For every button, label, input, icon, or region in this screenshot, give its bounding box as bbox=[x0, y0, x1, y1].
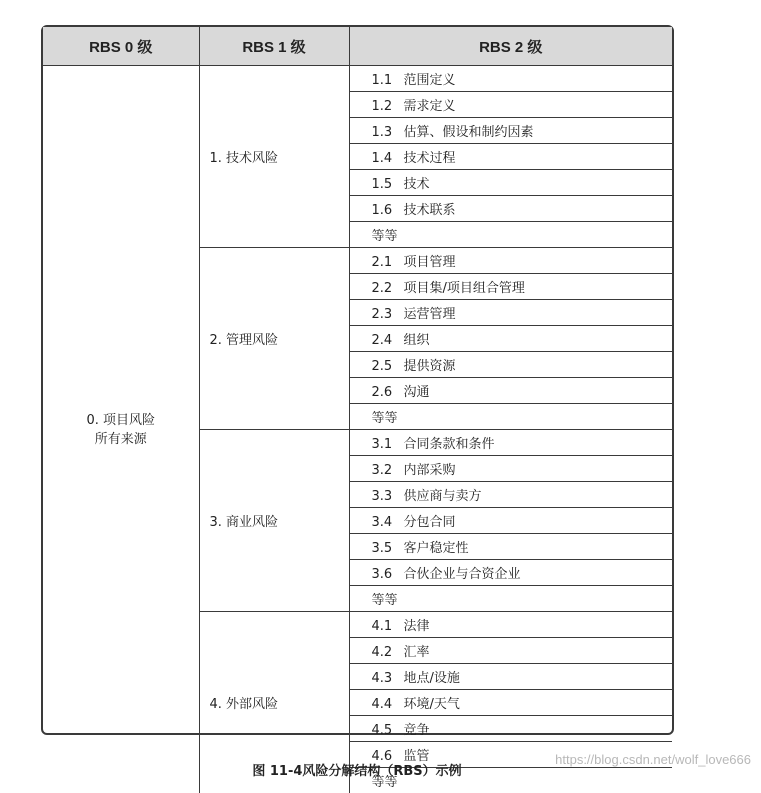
table-row bbox=[43, 66, 672, 92]
rbs2-item-text: 需求定义 bbox=[404, 99, 456, 114]
rbs2-cell bbox=[349, 638, 672, 664]
rbs2-cell bbox=[349, 326, 672, 352]
rbs2-item-text: 监管 bbox=[404, 749, 430, 764]
rbs2-cell bbox=[349, 248, 672, 274]
rbs2-item-text: 等等 bbox=[372, 593, 398, 608]
rbs1-cell: 3. 商业风险 bbox=[199, 430, 349, 612]
rbs2-item-number: 4.3 bbox=[372, 671, 404, 686]
rbs2-cell bbox=[349, 508, 672, 534]
rbs2-item-text: 分包合同 bbox=[404, 515, 456, 530]
rbs2-item-number: 3.3 bbox=[372, 489, 404, 504]
rbs2-item-text: 技术联系 bbox=[404, 203, 456, 218]
rbs2-cell bbox=[349, 404, 672, 430]
rbs2-cell bbox=[349, 144, 672, 170]
rbs2-item-number: 3.5 bbox=[372, 541, 404, 556]
header-rbs0: RBS 0 级 bbox=[43, 27, 199, 66]
rbs2-cell bbox=[349, 222, 672, 248]
rbs2-item-text: 等等 bbox=[372, 411, 398, 426]
rbs2-cell bbox=[349, 378, 672, 404]
rbs2-cell bbox=[349, 664, 672, 690]
rbs2-item-text: 合伙企业与合资企业 bbox=[404, 567, 521, 582]
rbs-table bbox=[43, 27, 672, 793]
rbs2-cell bbox=[349, 482, 672, 508]
rbs2-cell bbox=[349, 430, 672, 456]
rbs2-item-number: 1.1 bbox=[372, 73, 404, 88]
rbs1-cell: 1. 技术风险 bbox=[199, 66, 349, 248]
rbs2-cell bbox=[349, 456, 672, 482]
rbs2-item-number: 2.5 bbox=[372, 359, 404, 374]
rbs2-item-text: 等等 bbox=[372, 229, 398, 244]
rbs2-cell bbox=[349, 66, 672, 92]
rbs2-item-text: 竞争 bbox=[404, 723, 430, 738]
rbs2-cell bbox=[349, 170, 672, 196]
rbs2-cell bbox=[349, 534, 672, 560]
rbs2-item-number: 4.2 bbox=[372, 645, 404, 660]
figure-caption: 图 11-4风险分解结构（RBS）示例 bbox=[0, 760, 714, 779]
rbs2-cell bbox=[349, 716, 672, 742]
header-rbs2: RBS 2 级 bbox=[349, 27, 672, 66]
header-rbs1: RBS 1 级 bbox=[199, 27, 349, 66]
rbs2-cell bbox=[349, 612, 672, 638]
rbs2-item-text: 地点/设施 bbox=[404, 671, 460, 686]
rbs2-item-number: 1.2 bbox=[372, 99, 404, 114]
rbs2-item-number: 3.2 bbox=[372, 463, 404, 478]
rbs2-item-text: 项目集/项目组合管理 bbox=[404, 281, 525, 296]
table-body bbox=[43, 66, 672, 793]
rbs2-item-number: 1.5 bbox=[372, 177, 404, 192]
rbs2-item-text: 沟通 bbox=[404, 385, 430, 400]
watermark: https://blog.csdn.net/wolf_love666 bbox=[555, 752, 751, 767]
rbs2-item-number: 2.3 bbox=[372, 307, 404, 322]
rbs2-item-number: 1.3 bbox=[372, 125, 404, 140]
rbs2-item-number: 2.4 bbox=[372, 333, 404, 348]
rbs2-item-text: 等等 bbox=[372, 775, 398, 790]
rbs2-item-text: 范围定义 bbox=[404, 73, 456, 88]
rbs2-cell bbox=[349, 690, 672, 716]
rbs2-item-text: 技术 bbox=[404, 177, 430, 192]
rbs2-cell bbox=[349, 118, 672, 144]
rbs2-item-text: 项目管理 bbox=[404, 255, 456, 270]
rbs2-item-number: 4.1 bbox=[372, 619, 404, 634]
rbs2-item-number: 2.2 bbox=[372, 281, 404, 296]
rbs2-cell bbox=[349, 300, 672, 326]
rbs2-item-text: 供应商与卖方 bbox=[404, 489, 482, 504]
rbs2-item-number: 4.4 bbox=[372, 697, 404, 712]
rbs2-item-text: 估算、假设和制约因素 bbox=[404, 125, 534, 140]
rbs-table-container bbox=[41, 25, 674, 735]
rbs2-item-text: 组织 bbox=[404, 333, 430, 348]
rbs2-item-number: 4.6 bbox=[372, 749, 404, 764]
rbs2-item-text: 环境/天气 bbox=[404, 697, 460, 712]
rbs2-cell bbox=[349, 352, 672, 378]
rbs2-cell bbox=[349, 274, 672, 300]
rbs0-label-line1: 0. 项目风险 bbox=[86, 411, 155, 430]
rbs2-item-text: 法律 bbox=[404, 619, 430, 634]
rbs2-item-text: 汇率 bbox=[404, 645, 430, 660]
rbs2-item-text: 运营管理 bbox=[404, 307, 456, 322]
rbs2-item-text: 合同条款和条件 bbox=[404, 437, 495, 452]
rbs2-cell bbox=[349, 92, 672, 118]
rbs2-item-number: 2.6 bbox=[372, 385, 404, 400]
rbs2-item-number: 3.6 bbox=[372, 567, 404, 582]
rbs2-item-number: 2.1 bbox=[372, 255, 404, 270]
rbs2-cell bbox=[349, 586, 672, 612]
rbs1-cell: 4. 外部风险 bbox=[199, 612, 349, 793]
rbs0-label bbox=[86, 411, 155, 449]
rbs2-item-text: 提供资源 bbox=[404, 359, 456, 374]
rbs0-label-line2: 所有来源 bbox=[86, 430, 155, 449]
rbs2-item-number: 1.4 bbox=[372, 151, 404, 166]
rbs2-cell bbox=[349, 196, 672, 222]
rbs2-item-text: 技术过程 bbox=[404, 151, 456, 166]
rbs2-item-text: 客户稳定性 bbox=[404, 541, 469, 556]
rbs2-item-number: 1.6 bbox=[372, 203, 404, 218]
rbs2-item-number: 4.5 bbox=[372, 723, 404, 738]
rbs2-cell bbox=[349, 560, 672, 586]
rbs2-item-text: 内部采购 bbox=[404, 463, 456, 478]
rbs0-cell bbox=[43, 66, 199, 793]
rbs1-cell: 2. 管理风险 bbox=[199, 248, 349, 430]
rbs2-item-number: 3.4 bbox=[372, 515, 404, 530]
rbs2-item-number: 3.1 bbox=[372, 437, 404, 452]
header-row bbox=[43, 27, 672, 66]
